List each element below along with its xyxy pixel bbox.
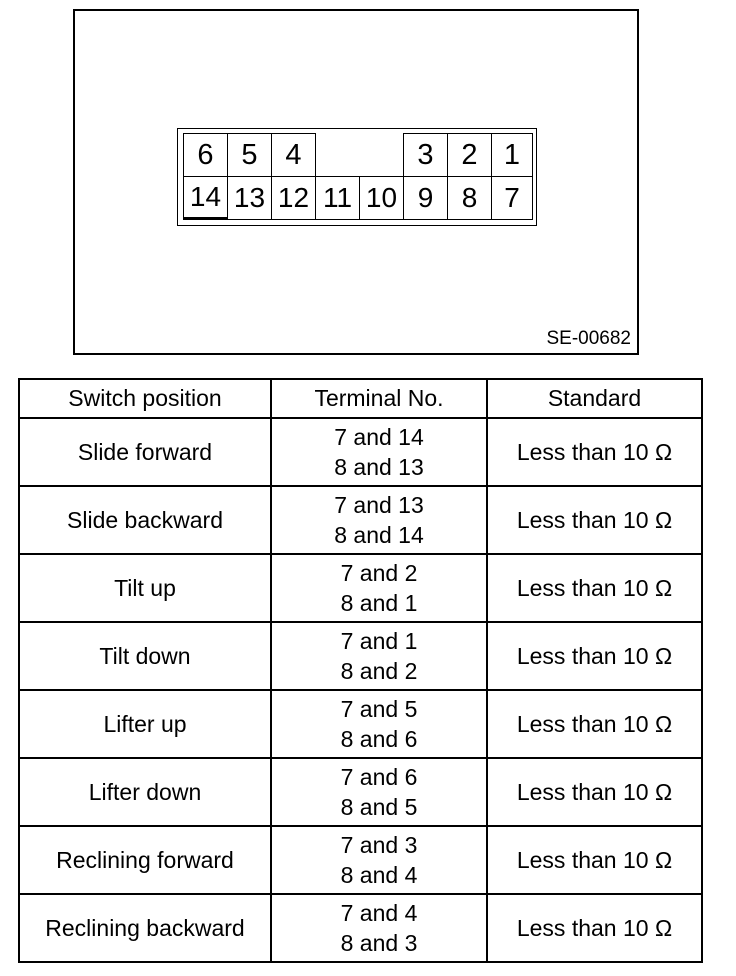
pin-11: 11 — [315, 176, 360, 220]
table-row — [19, 554, 702, 622]
connector-figure — [73, 9, 639, 355]
switch-position: Slide backward — [19, 486, 271, 554]
terminal-pair: 8 and 13 — [334, 454, 424, 480]
switch-position: Reclining forward — [19, 826, 271, 894]
table-row — [19, 418, 702, 486]
switch-position: Lifter down — [19, 758, 271, 826]
connector-diagram — [177, 128, 537, 226]
switch-spec-table — [18, 378, 703, 963]
terminal-pair: 7 and 2 — [340, 560, 418, 586]
terminal-no — [271, 622, 487, 690]
pin-10: 10 — [359, 176, 404, 220]
standard: Less than 10 Ω — [487, 690, 702, 758]
pin-4: 4 — [271, 133, 316, 177]
terminal-pair: 8 and 3 — [340, 930, 418, 956]
terminal-pair: 7 and 6 — [340, 764, 418, 790]
standard: Less than 10 Ω — [487, 554, 702, 622]
table-row — [19, 826, 702, 894]
terminal-no — [271, 894, 487, 962]
header-standard: Standard — [487, 379, 702, 418]
standard: Less than 10 Ω — [487, 894, 702, 962]
pin-8: 8 — [447, 176, 492, 220]
standard: Less than 10 Ω — [487, 622, 702, 690]
terminal-pair: 8 and 4 — [340, 862, 418, 888]
figure-code: SE-00682 — [546, 328, 631, 349]
terminal-no — [271, 826, 487, 894]
terminal-pair: 8 and 1 — [340, 590, 418, 616]
table-row — [19, 622, 702, 690]
terminal-pair: 7 and 13 — [334, 492, 424, 518]
terminal-pair: 8 and 2 — [340, 658, 418, 684]
pin-5: 5 — [227, 133, 272, 177]
standard: Less than 10 Ω — [487, 758, 702, 826]
terminal-no — [271, 486, 487, 554]
table-row — [19, 486, 702, 554]
switch-position: Reclining backward — [19, 894, 271, 962]
table-header-row — [19, 379, 702, 418]
pin-3: 3 — [403, 133, 448, 177]
standard: Less than 10 Ω — [487, 826, 702, 894]
terminal-pair: 8 and 14 — [334, 522, 424, 548]
pin-2: 2 — [447, 133, 492, 177]
terminal-no — [271, 758, 487, 826]
terminal-pair: 8 and 6 — [340, 726, 418, 752]
switch-position: Lifter up — [19, 690, 271, 758]
terminal-pair: 7 and 3 — [340, 832, 418, 858]
pin-14: 14 — [183, 176, 228, 220]
table-row — [19, 690, 702, 758]
header-terminal-no: Terminal No. — [271, 379, 487, 418]
standard: Less than 10 Ω — [487, 418, 702, 486]
terminal-pair: 7 and 5 — [340, 696, 418, 722]
pin-7: 7 — [491, 176, 533, 220]
pin-6: 6 — [183, 133, 228, 177]
terminal-no — [271, 418, 487, 486]
switch-position: Slide forward — [19, 418, 271, 486]
standard: Less than 10 Ω — [487, 486, 702, 554]
terminal-pair: 7 and 4 — [340, 900, 418, 926]
table-row — [19, 758, 702, 826]
terminal-pair: 7 and 1 — [340, 628, 418, 654]
switch-position: Tilt down — [19, 622, 271, 690]
terminal-no — [271, 690, 487, 758]
pin-9: 9 — [403, 176, 448, 220]
pin-13: 13 — [227, 176, 272, 220]
terminal-no — [271, 554, 487, 622]
pin-12: 12 — [271, 176, 316, 220]
switch-position: Tilt up — [19, 554, 271, 622]
table-row — [19, 894, 702, 962]
terminal-pair: 7 and 14 — [334, 424, 424, 450]
pin-1: 1 — [491, 133, 533, 177]
header-switch-position: Switch position — [19, 379, 271, 418]
terminal-pair: 8 and 5 — [340, 794, 418, 820]
